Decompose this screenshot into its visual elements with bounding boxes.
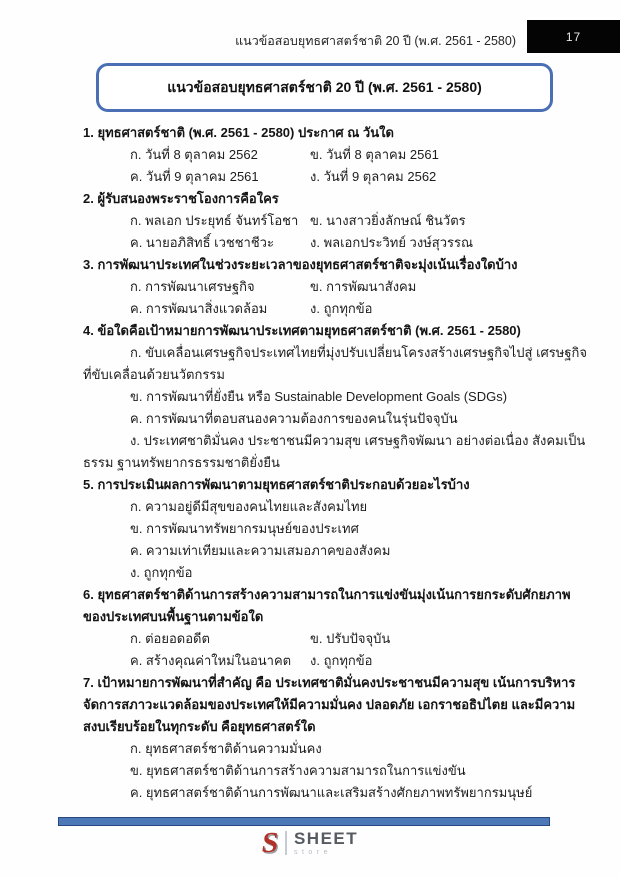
option-5-4: ง. ถูกทุกข้อ	[130, 565, 193, 580]
question-6	[83, 584, 589, 672]
option-5-2: ข. การพัฒนาทรัพยากรมนุษย์ของประเทศ	[130, 521, 359, 536]
option-3-4: ง. ถูกทุกข้อ	[310, 301, 373, 316]
question-7	[83, 672, 589, 804]
option-6-3: ค. สร้างคุณค่าใหม่ในอนาคต	[130, 653, 292, 668]
options-grid	[83, 210, 589, 254]
sheet-store-logo	[0, 826, 620, 860]
logo-text: SHEET	[293, 829, 359, 848]
option-4-1: ก. ขับเคลื่อนเศรษฐกิจประเทศไทยที่มุ่งปรับเปลี่ยนโครงสร้างเศรษฐกิจไปสู่ เศรษฐกิจที่ขับเคลื่อนด้วยนวัตกรรม	[83, 345, 588, 382]
option-3-3: ค. การพัฒนาสิ่งแวดล้อม	[130, 301, 268, 316]
question-text: 5. การประเมินผลการพัฒนาตามยุทธศาสตร์ชาติประกอบด้วยอะไรบ้าง	[83, 477, 470, 492]
logo-subtext: store	[293, 849, 333, 856]
option-2-4: ง. พลเอกประวิทย์ วงษ์สุวรรณ	[310, 235, 474, 250]
option-1-1: ก. วันที่ 8 ตุลาคม 2562	[130, 147, 258, 162]
question-text: 4. ข้อใดคือเป้าหมายการพัฒนาประเทศตามยุทธศาสตร์ชาติ (พ.ศ. 2561 - 2580)	[83, 323, 521, 338]
options-grid	[83, 144, 589, 188]
page-number: 17	[565, 29, 582, 44]
question-text: 3. การพัฒนาประเทศในช่วงระยะเวลาของยุทธศาสตร์ชาติจะมุ่งเน้นเรื่องใดบ้าง	[83, 257, 518, 272]
options-grid	[83, 628, 589, 672]
option-1-4: ง. วันที่ 9 ตุลาคม 2562	[310, 169, 437, 184]
question-2	[83, 188, 589, 254]
option-2-3: ค. นายอภิสิทธิ์ เวชชาชีวะ	[130, 235, 274, 250]
option-7-2: ข. ยุทธศาสตร์ชาติด้านการสร้างความสามารถในการแข่งขัน	[130, 763, 466, 778]
option-6-1: ก. ต่อยอดอดีต	[130, 631, 210, 646]
option-2-2: ข. นางสาวยิ่งลักษณ์ ชินวัตร	[310, 213, 466, 228]
question-1	[83, 122, 589, 188]
options-grid	[83, 276, 589, 320]
question-5	[83, 474, 589, 584]
option-4-4: ง. ประเทศชาติมั่นคง ประชาชนมีความสุข เศรษฐกิจพัฒนา อย่างต่อเนื่อง สังคมเป็นธรรม ฐานทรัพยากรธรรมชาติยั่งยืน	[83, 433, 586, 470]
document-title: แนวข้อสอบยุทธศาสตร์ชาติ 20 ปี (พ.ศ. 2561 - 2580)	[167, 78, 482, 95]
question-text: 6. ยุทธศาสตร์ชาติด้านการสร้างความสามารถในการแข่งขันมุ่งเน้นการยกระดับศักยภาพของประเทศบนพื้นฐานตามข้อใด	[83, 587, 571, 624]
question-text: 2. ผู้รับสนองพระราชโองการคือใคร	[83, 191, 279, 206]
option-3-2: ข. การพัฒนาสังคม	[310, 279, 417, 294]
option-1-3: ค. วันที่ 9 ตุลาคม 2561	[130, 169, 259, 184]
option-4-2: ข. การพัฒนาที่ยั่งยืน หรือ Sustainable Development Goals (SDGs)	[130, 389, 508, 404]
option-2-1: ก. พลเอก ประยุทธ์ จันทร์โอชา	[130, 213, 299, 228]
option-5-1: ก. ความอยู่ดีมีสุขของคนไทยและสังคมไทย	[130, 499, 368, 514]
page-number-box	[527, 20, 620, 53]
option-7-3: ค. ยุทธศาสตร์ชาติด้านการพัฒนาและเสริมสร้างศักยภาพทรัพยากรมนุษย์	[130, 785, 533, 800]
logo-text-wrap	[294, 830, 358, 856]
option-5-3: ค. ความเท่าเทียมและความเสมอภาคของสังคม	[130, 543, 391, 558]
title-box	[96, 63, 553, 112]
question-text: 7. เป้าหมายการพัฒนาที่สำคัญ คือ ประเทศชาติมั่นคงประชาชนมีความสุข เน้นการบริหารจัดการสภาวะแวดล้อมของประเทศให้มีความมั่นคง ปลอดภัย เอกราชอธิปไตย และมีความสงบเรียบร้อยในทุกระดับ คือยุทธศาสตร์ใด	[83, 675, 576, 734]
option-6-4: ง. ถูกทุกข้อ	[310, 653, 373, 668]
question-text: 1. ยุทธศาสตร์ชาติ (พ.ศ. 2561 - 2580) ประกาศ ณ วันใด	[83, 125, 394, 140]
option-3-1: ก. การพัฒนาเศรษฐกิจ	[130, 279, 255, 294]
option-7-1: ก. ยุทธศาสตร์ชาติด้านความมั่นคง	[130, 741, 322, 756]
logo-divider	[285, 831, 287, 855]
option-1-2: ข. วันที่ 8 ตุลาคม 2561	[310, 147, 439, 162]
questions-list	[83, 122, 589, 804]
header-running-title: แนวข้อสอบยุทธศาสตร์ชาติ 20 ปี (พ.ศ. 2561 - 2580)	[235, 34, 516, 48]
footer-divider-bar	[58, 817, 550, 826]
option-4-3: ค. การพัฒนาที่ตอบสนองความต้องการของคนในรุ่นปัจจุบัน	[130, 411, 458, 426]
option-6-2: ข. ปรับปัจจุบัน	[310, 631, 391, 646]
question-4	[83, 320, 589, 474]
question-3	[83, 254, 589, 320]
sheet-logo-s-icon: S	[259, 826, 281, 859]
